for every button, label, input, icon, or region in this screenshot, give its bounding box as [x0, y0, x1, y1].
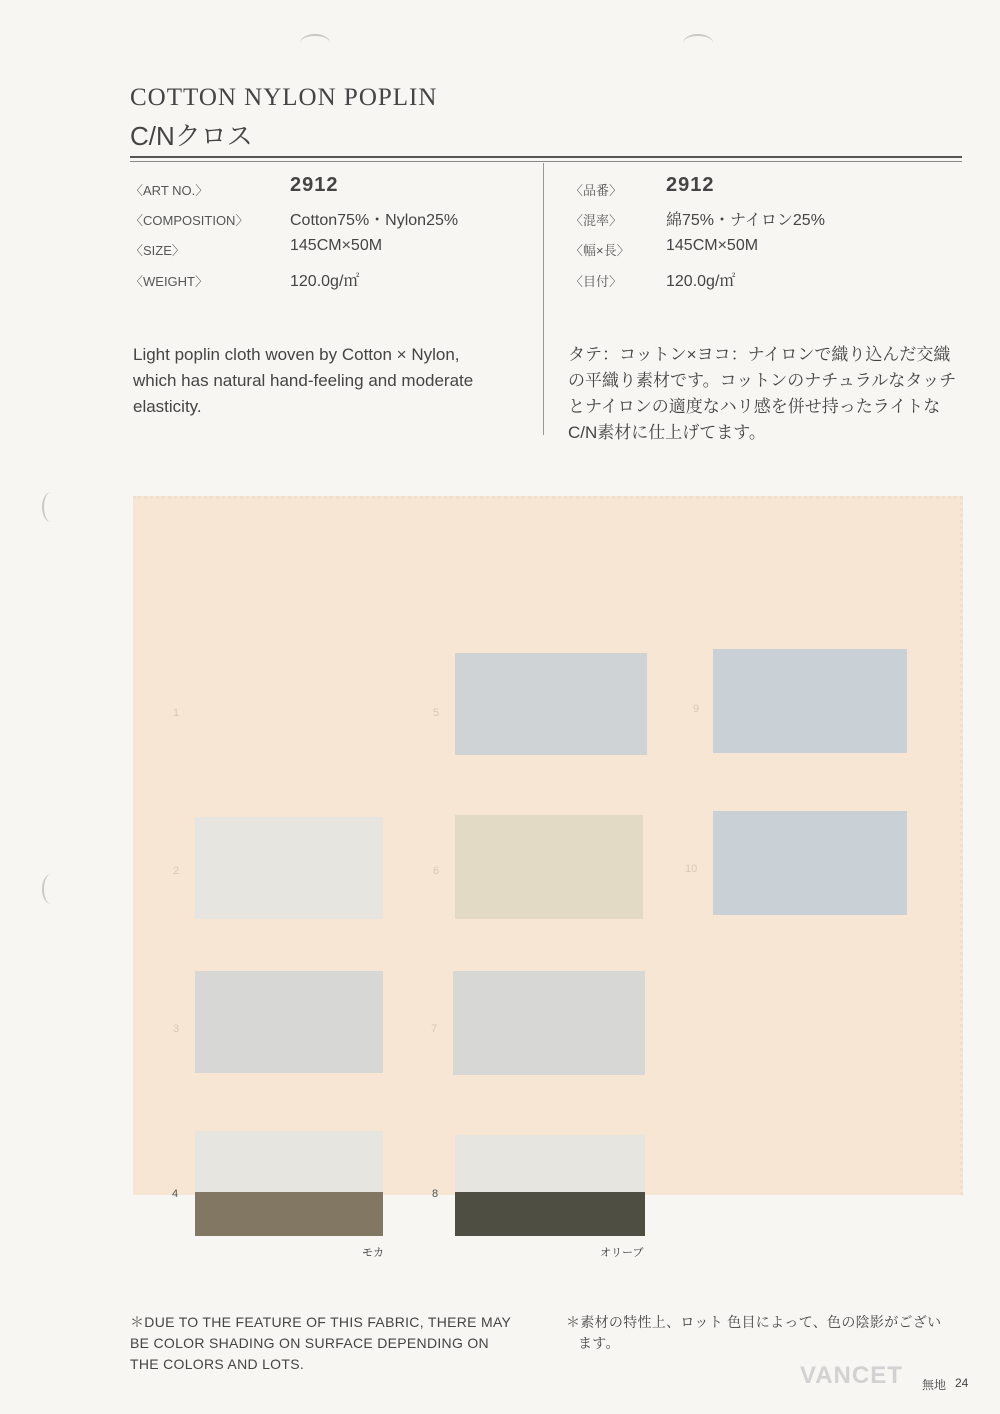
spec-label-metsuke: 〈目付〉 [570, 274, 623, 289]
swatch-label-olive: オリーブ [600, 1247, 644, 1259]
spec-label-haba: 〈幅×長〉 [570, 243, 630, 258]
description-japanese [568, 342, 968, 446]
swatch-5 [455, 653, 647, 755]
binder-hole-left-lower [42, 874, 60, 904]
note-en-line: BE COLOR SHADING ON SURFACE DEPENDING ON [130, 1335, 489, 1351]
binder-hole-left-upper [42, 492, 60, 522]
spec-value-art-no: 2912 [290, 174, 339, 196]
swatch-olive [455, 1192, 645, 1236]
swatch-9 [713, 649, 907, 753]
swatch-number-10: 10 [685, 863, 698, 875]
swatch-mocha [195, 1192, 383, 1236]
description-ja-line: とナイロンの適度なハリ感を併せ持ったライトな [568, 397, 941, 416]
swatch-10 [713, 811, 907, 915]
description-en-line: elasticity. [133, 397, 202, 416]
swatch-6 [455, 815, 643, 919]
spec-value-konritsu: 綿75%・ナイロン25% [666, 212, 825, 229]
swatch-number-1: 1 [173, 707, 180, 719]
swatch-2 [195, 817, 383, 919]
description-ja-line: タテ：コットン×ヨコ：ナイロンで織り込んだ交織 [568, 345, 951, 364]
swatch-number-5: 5 [433, 707, 440, 719]
swatch-8 [455, 1135, 645, 1195]
swatch-7 [453, 971, 645, 1075]
description-ja-line: の平織り素材です。コットンのナチュラルなタッチ [568, 371, 957, 390]
spec-label-composition: 〈COMPOSITION〉 [130, 213, 249, 228]
description-en-line: which has natural hand-feeling and moderate [133, 371, 474, 390]
note-english [130, 1312, 540, 1375]
note-en-line: ＊DUE TO THE FEATURE OF THIS FABRIC, THERE MAY [130, 1314, 512, 1330]
description-ja-line: C/N素材に仕上げてます。 [568, 423, 766, 442]
binder-hole-top-left [300, 34, 330, 52]
footer-category: 無地 [922, 1378, 947, 1392]
spec-label-hinban: 〈品番〉 [570, 183, 623, 198]
header-rule [130, 156, 962, 158]
header-rule-thin [130, 161, 962, 162]
title-japanese: C/Nクロス [130, 121, 253, 151]
column-divider [543, 163, 544, 435]
spec-value-size: 145CM×50M [290, 237, 383, 254]
description-en-line: Light poplin cloth woven by Cotton × Nylon, [133, 345, 460, 364]
swatch-number-9: 9 [693, 703, 700, 715]
spec-label-konritsu: 〈混率〉 [570, 213, 623, 228]
swatch-4 [195, 1131, 383, 1195]
spec-value-hinban: 2912 [666, 174, 715, 196]
spec-value-composition: Cotton75%・Nylon25% [290, 212, 459, 229]
swatch-3 [195, 971, 383, 1073]
note-ja-line: ＊素材の特性上、ロット 色目によって、色の陰影がござい [566, 1314, 942, 1330]
note-japanese [566, 1312, 966, 1354]
swatch-number-4: 4 [172, 1188, 179, 1200]
swatch-label-mocha: モカ [362, 1247, 384, 1259]
title-english: COTTON NYLON POPLIN [130, 84, 438, 111]
description-english [133, 342, 523, 420]
spec-value-metsuke: 120.0g/㎡ [666, 273, 736, 290]
spec-label-size: 〈SIZE〉 [130, 243, 185, 258]
spec-value-weight: 120.0g/㎡ [290, 273, 360, 290]
swatch-number-7: 7 [431, 1023, 438, 1035]
note-ja-line: ます。 [578, 1335, 620, 1351]
spec-value-haba: 145CM×50M [666, 237, 759, 254]
swatch-number-3: 3 [173, 1023, 180, 1035]
swatch-number-2: 2 [173, 865, 180, 877]
note-en-line: THE COLORS AND LOTS. [130, 1356, 305, 1372]
spec-label-art-no: 〈ART NO.〉 [130, 183, 209, 198]
binder-hole-top-right [683, 34, 713, 52]
swatch-number-8: 8 [432, 1188, 439, 1200]
spec-label-weight: 〈WEIGHT〉 [130, 274, 208, 289]
fabric-sample-board [133, 496, 963, 1195]
brand-logo: VANCET [800, 1362, 903, 1389]
page-number: 24 [955, 1376, 969, 1390]
swatch-number-6: 6 [433, 865, 440, 877]
